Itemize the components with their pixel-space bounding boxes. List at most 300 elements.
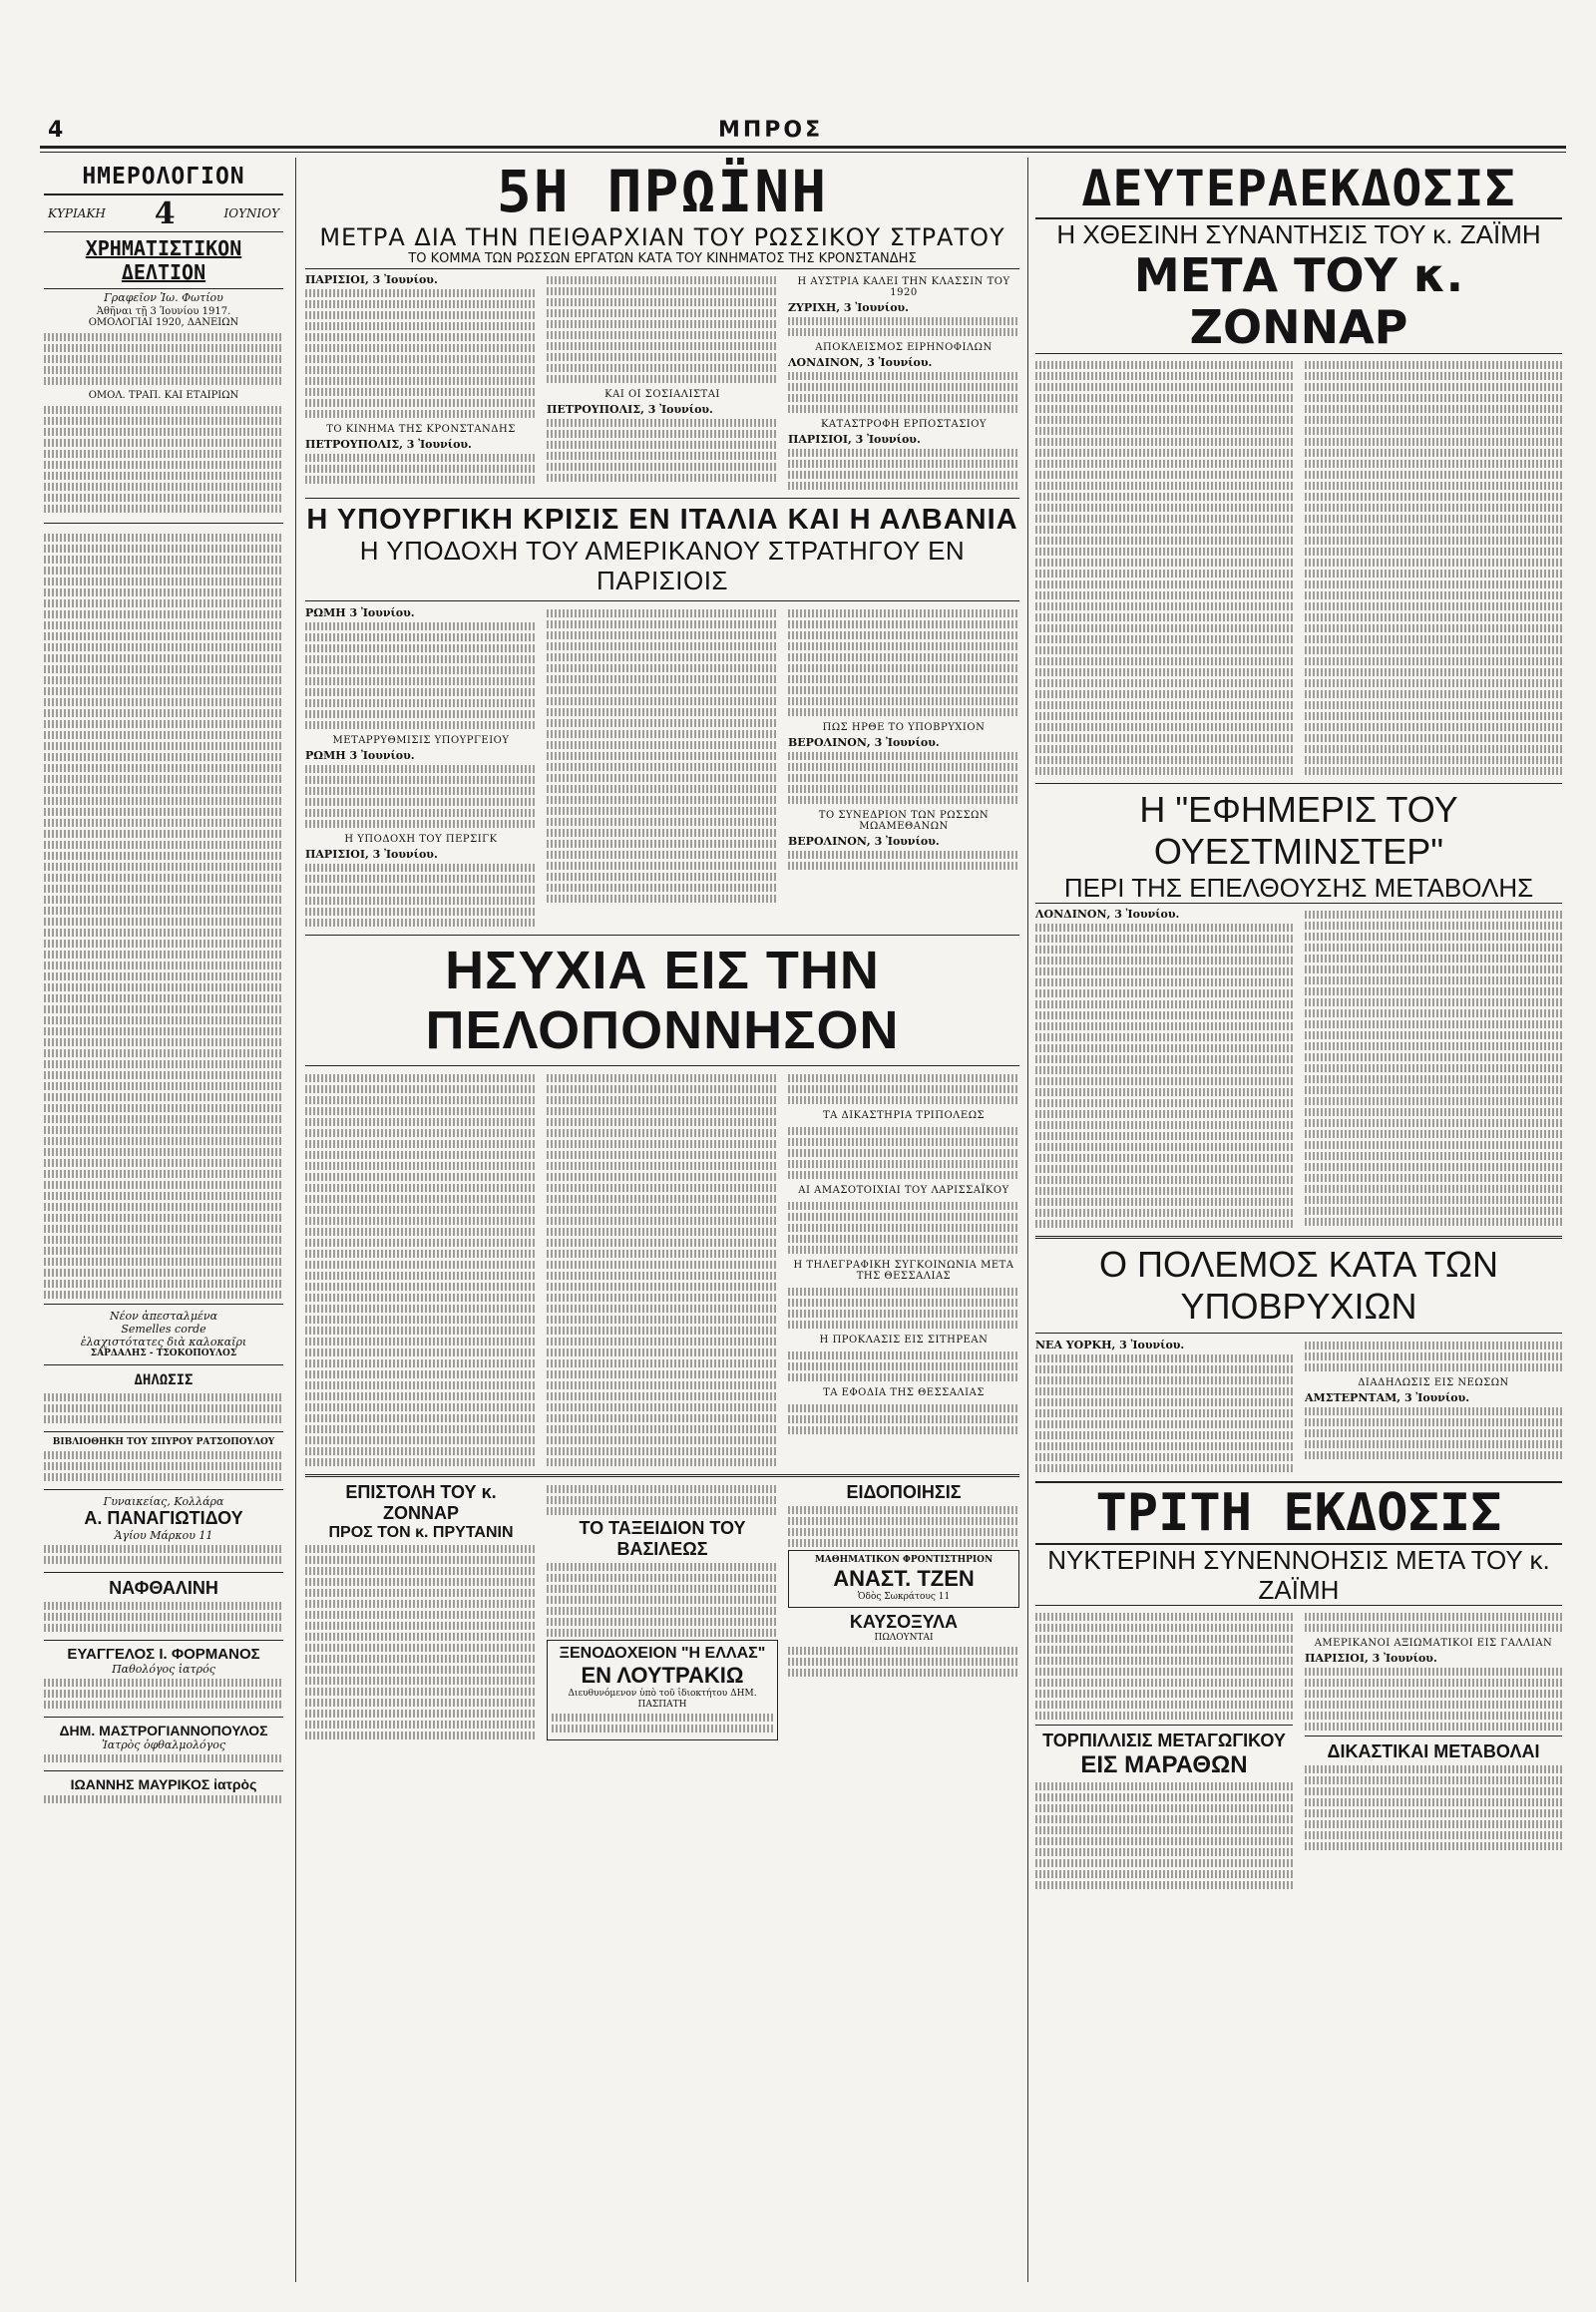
text-line — [547, 1118, 778, 1126]
text-line — [547, 1261, 778, 1269]
text-line — [305, 1096, 537, 1104]
text-line — [1035, 1690, 1293, 1698]
text-line — [1035, 1859, 1293, 1867]
ad-formanos — [44, 1640, 283, 1717]
zaimis-meeting-headline: Η ΧΘΕΣΙΝΗ ΣΥΝΑΝΤΗΣΙΣ ΤΟΥ κ. ΖΑΪΜΗ — [1056, 219, 1541, 249]
text-line — [1305, 1613, 1562, 1621]
dateline: ΠΑΡΙΣΙΟΙ, 3 Ἰουνίου. — [305, 273, 438, 286]
text-line — [305, 1162, 537, 1170]
text-line — [1035, 1442, 1293, 1450]
calendar-date — [44, 195, 283, 232]
text-line — [44, 632, 283, 640]
text-line — [44, 1038, 283, 1046]
text-line — [1035, 1409, 1293, 1417]
text-line — [547, 653, 778, 661]
text-line — [788, 609, 1019, 617]
dateline: ΡΩΜΗ 3 Ἰουνίου. — [305, 606, 415, 619]
text-line — [44, 1247, 283, 1255]
text-line — [1035, 1624, 1293, 1632]
ad-firm: ΣΑΡΔΑΛΗΣ - ΤΣΟΚΟΠΟΥΛΟΣ — [90, 1349, 237, 1358]
text-line — [305, 776, 537, 784]
text-line — [44, 1795, 283, 1803]
text-line — [1035, 602, 1293, 610]
text-line — [1035, 580, 1293, 588]
text-line — [1035, 526, 1293, 534]
text-line — [44, 1624, 283, 1632]
ad-name: ΙΩΑΝΝΗΣ ΜΑΥΡΙΚΟΣ ἰατρὸς — [70, 1776, 257, 1792]
text-line — [44, 578, 283, 585]
text-line — [44, 654, 283, 662]
text-line — [547, 1629, 778, 1637]
text-line — [44, 1258, 283, 1266]
text-line — [1035, 427, 1293, 435]
russian-workers-subheadline: ΤΟ ΚΟΜΜΑ ΤΩΝ ΡΩΣΣΩΝ ΕΡΓΑΤΩΝ ΚΑΤΑ ΤΟΥ ΚΙΝΗΜΑΤΟΣ ΤΗΣ ΚΡΟΝΣΤΑΝΔΗΣ — [305, 251, 1019, 269]
text-line — [547, 1574, 778, 1582]
text-line — [547, 1140, 778, 1148]
ad-title: ΒΙΒΛΙΟΘΗΚΗ ΤΟΥ ΣΠΥΡΟΥ ΡΑΤΣΟΠΟΥΛΟΥ — [52, 1437, 275, 1447]
divider — [305, 600, 1019, 601]
text-line — [44, 797, 283, 805]
text-line — [44, 1159, 283, 1167]
text-line — [1305, 361, 1562, 369]
text-line — [305, 765, 537, 773]
text-line — [305, 1567, 537, 1575]
text-line — [44, 742, 283, 750]
text-line — [788, 1373, 1019, 1381]
text-line — [547, 1403, 778, 1411]
text-line — [1035, 1066, 1293, 1074]
text-line — [547, 309, 778, 317]
text-line — [547, 1162, 778, 1170]
text-line — [305, 875, 537, 883]
text-line — [1035, 1453, 1293, 1461]
text-line — [44, 1613, 283, 1621]
text-line — [547, 873, 778, 881]
text-line — [305, 410, 537, 418]
text-line — [44, 1137, 283, 1145]
dateline: ΒΕΡΟΛΙΝΟΝ, 3 Ἰουνίου. — [788, 835, 940, 848]
text-line — [305, 1381, 537, 1389]
text-line — [44, 1104, 283, 1112]
letter-title: ΕΠΙΣΤΟΛΗ ΤΟΥ κ. ΖΟΝΝΑΡ — [345, 1482, 497, 1523]
text-line — [305, 1129, 537, 1137]
text-line — [1305, 416, 1562, 424]
text-line — [44, 1754, 283, 1762]
text-line — [44, 918, 283, 926]
text-line — [788, 1202, 1019, 1210]
text-line — [44, 962, 283, 969]
text-line — [547, 1195, 778, 1203]
text-line — [44, 698, 283, 706]
text-line — [44, 885, 283, 893]
ad-line: ἐλαχιστότατες διὰ καλοκαῖρι — [80, 1336, 247, 1349]
text-line — [788, 1351, 1019, 1359]
text-line — [1305, 657, 1562, 665]
text-line — [44, 841, 283, 849]
text-line — [305, 1436, 537, 1444]
text-line — [44, 863, 283, 871]
text-line — [305, 908, 537, 916]
text-line — [1305, 1207, 1562, 1215]
text-line — [1305, 1064, 1562, 1072]
text-line — [547, 1107, 778, 1115]
text-line — [1305, 987, 1562, 995]
text-line — [1305, 624, 1562, 632]
text-line — [1035, 1646, 1293, 1654]
text-line — [547, 642, 778, 650]
text-line — [788, 1074, 1019, 1082]
text-line — [547, 631, 778, 639]
text-line — [305, 300, 537, 308]
text-line — [305, 399, 537, 407]
text-line — [44, 621, 283, 629]
text-line — [788, 653, 1019, 661]
text-line — [788, 383, 1019, 391]
text-line — [44, 1148, 283, 1156]
text-line — [1035, 1011, 1293, 1019]
text-line — [44, 1126, 283, 1134]
section-title: ΑΙ ΑΜΑΣΟΤΟΙΧΙΑΙ ΤΟΥ ΛΑΡΙΣΣΑΪΚΟΥ — [798, 1185, 1009, 1196]
ad-title: ΔΗΛΩΣΙΣ — [134, 1372, 194, 1388]
text-line — [305, 1107, 537, 1115]
math-title: ΜΑΘΗΜΑΤΙΚΟΝ ΦΡΟΝΤΙΣΤΗΡΙΟΝ — [814, 1555, 994, 1565]
right-column — [1035, 160, 1562, 1892]
text-line — [547, 675, 778, 683]
text-line — [1035, 1464, 1293, 1472]
financial-quotes-banks — [44, 401, 283, 518]
text-line — [1035, 723, 1293, 731]
submarine-news-block — [1035, 1339, 1562, 1475]
text-line — [44, 709, 283, 717]
text-line — [788, 851, 1019, 859]
text-line — [305, 1403, 537, 1411]
text-column — [1035, 1610, 1293, 1892]
text-line — [1035, 1209, 1293, 1217]
masthead — [0, 0, 1596, 160]
text-line — [44, 1451, 283, 1459]
text-line — [1305, 1701, 1562, 1709]
text-line — [1305, 745, 1562, 753]
text-line — [1035, 967, 1293, 975]
divider — [305, 1474, 1019, 1477]
text-line — [1305, 613, 1562, 621]
text-line — [547, 474, 778, 482]
text-line — [547, 851, 778, 859]
text-line — [1035, 712, 1293, 720]
text-line — [305, 644, 537, 652]
text-line — [44, 819, 283, 827]
text-line — [44, 786, 283, 794]
westminster-subheadline: ΠΕΡΙ ΤΗΣ ΕΠΕΛΘΟΥΣΗΣ ΜΕΤΑΒΟΛΗΣ — [1035, 873, 1562, 904]
text-line — [305, 1074, 537, 1082]
text-line — [1305, 911, 1562, 919]
pershing-headline: Η ΥΠΟΔΟΧΗ ΤΟΥ ΑΜΕΡΙΚΑΝΟΥ ΣΤΡΑΤΗΓΟΥ ΕΝ ΠΑΡΙΣΙΟΙΣ — [359, 536, 966, 595]
text-line — [305, 1688, 537, 1696]
financial-section-banks: ΟΜΟΛ. ΤΡΑΠ. ΚΑΙ ΕΤΑΙΡΙΩΝ — [88, 390, 239, 401]
dateline: ΛΟΝΔΙΝΟΝ, 3 Ἰουνίου. — [1035, 908, 1180, 921]
text-line — [788, 405, 1019, 413]
text-line — [44, 1203, 283, 1211]
text-line — [44, 545, 283, 553]
text-line — [1035, 1837, 1293, 1845]
text-line — [305, 1556, 537, 1564]
letter-subtitle: ΠΡΟΣ ΤΟΝ κ. ΠΡΥΤΑΝΙΝ — [328, 1524, 514, 1541]
text-line — [44, 1027, 283, 1035]
text-line — [44, 720, 283, 728]
text-line — [1305, 679, 1562, 687]
text-line — [547, 1085, 778, 1093]
text-line — [44, 1049, 283, 1057]
text-line — [788, 1517, 1019, 1525]
text-line — [44, 1093, 283, 1101]
text-line — [1035, 1099, 1293, 1107]
text-line — [547, 1074, 778, 1082]
text-line — [547, 1184, 778, 1192]
text-line — [788, 1506, 1019, 1514]
text-line — [1035, 1376, 1293, 1384]
text-line — [44, 731, 283, 739]
text-line — [1035, 438, 1293, 446]
text-line — [305, 1359, 537, 1367]
text-line — [1035, 537, 1293, 545]
text-line — [547, 1585, 778, 1593]
text-line — [305, 366, 537, 374]
text-line — [305, 1239, 537, 1247]
text-line — [44, 1404, 283, 1412]
text-line — [1305, 1130, 1562, 1138]
text-line — [547, 1283, 778, 1291]
text-line — [547, 1381, 778, 1389]
text-line — [1035, 1033, 1293, 1041]
text-line — [1305, 701, 1562, 709]
text-line — [1035, 1387, 1293, 1395]
middle-column — [305, 160, 1019, 1742]
third-edition-title: ΤΡΙΤΗ ΕΚΔΟΣΙΣ — [1035, 1481, 1562, 1545]
text-line — [1305, 635, 1562, 643]
text-line — [1305, 1820, 1562, 1828]
torpedo-title: ΤΟΡΠΙΛΛΙΣΙΣ ΜΕΤΑΓΩΓΙΚΟΥ — [1042, 1731, 1286, 1750]
text-line — [1035, 570, 1293, 578]
text-line — [1305, 767, 1562, 775]
text-column — [305, 273, 537, 493]
text-line — [547, 1425, 778, 1433]
text-line — [305, 1622, 537, 1630]
text-line — [305, 1677, 537, 1685]
text-line — [305, 655, 537, 663]
divider — [305, 498, 1019, 499]
text-line — [1035, 1804, 1293, 1812]
russia-news-block — [305, 273, 1019, 493]
text-line — [1305, 734, 1562, 742]
text-line — [788, 631, 1019, 639]
text-line — [788, 394, 1019, 402]
text-line — [547, 463, 778, 471]
page-number: 4 — [48, 118, 64, 143]
text-line — [1305, 1075, 1562, 1083]
text-line — [788, 796, 1019, 804]
text-line — [788, 1224, 1019, 1232]
text-line — [44, 1269, 283, 1277]
text-line — [788, 1149, 1019, 1157]
text-line — [788, 1658, 1019, 1666]
text-line — [788, 664, 1019, 672]
ad-panagiotidou — [44, 1489, 283, 1572]
text-line — [547, 1359, 778, 1367]
text-column — [547, 606, 778, 930]
text-line — [1035, 1022, 1293, 1030]
text-line — [1305, 372, 1562, 380]
text-line — [305, 1425, 537, 1433]
text-line — [305, 476, 537, 484]
text-line — [1305, 504, 1562, 512]
text-line — [547, 818, 778, 826]
text-line — [788, 1647, 1019, 1655]
text-line — [1035, 383, 1293, 391]
text-line — [1035, 1635, 1293, 1643]
math-school-ad — [788, 1550, 1019, 1608]
text-line — [44, 1690, 283, 1698]
text-line — [547, 741, 778, 749]
ad-title: ΝΑΦΘΑΛΙΝΗ — [109, 1578, 218, 1598]
text-line — [305, 454, 537, 462]
text-line — [1305, 933, 1562, 941]
ad-line: Semelles corde — [121, 1323, 206, 1336]
text-line — [305, 1217, 537, 1225]
text-line — [1035, 591, 1293, 599]
text-line — [305, 820, 537, 828]
text-line — [788, 774, 1019, 782]
text-line — [305, 1272, 537, 1280]
text-line — [788, 471, 1019, 479]
text-line — [547, 1239, 778, 1247]
text-line — [547, 1447, 778, 1455]
text-line — [788, 862, 1019, 870]
text-line — [1035, 745, 1293, 753]
text-line — [305, 1699, 537, 1707]
text-line — [305, 355, 537, 363]
text-line — [44, 1016, 283, 1024]
text-line — [1035, 756, 1293, 764]
jonnart-news-block — [1035, 358, 1562, 778]
dateline: ΠΑΡΙΣΙΟΙ, 3 Ἰουνίου. — [305, 848, 438, 861]
dateline: ΒΕΡΟΛΙΝΟΝ, 3 Ἰουνίου. — [788, 736, 940, 749]
text-line — [1305, 1809, 1562, 1817]
text-line — [788, 1171, 1019, 1179]
financial-quotes-loans — [44, 328, 283, 390]
text-column — [547, 273, 778, 493]
divider — [305, 1065, 1019, 1066]
top-rule-thin — [40, 152, 1566, 153]
text-line — [305, 1414, 537, 1422]
text-line — [305, 1644, 537, 1652]
text-line — [305, 1206, 537, 1214]
text-line — [547, 1096, 778, 1104]
text-line — [547, 1217, 778, 1225]
text-line — [1305, 756, 1562, 764]
text-line — [788, 1235, 1019, 1243]
section-title: ΜΕΤΑΡΡΥΘΜΙΣΙΣ ΥΠΟΥΡΓΕΙΟΥ — [332, 735, 510, 746]
text-line — [1305, 482, 1562, 490]
text-line — [305, 377, 537, 385]
text-line — [788, 449, 1019, 457]
text-line — [305, 289, 537, 297]
text-column — [305, 1482, 537, 1742]
text-line — [1035, 504, 1293, 512]
text-line — [1305, 383, 1562, 391]
text-line — [1035, 1431, 1293, 1439]
text-line — [1035, 1176, 1293, 1184]
text-line — [1035, 1365, 1293, 1373]
text-line — [305, 1578, 537, 1586]
dateline: ΠΑΡΙΣΙΟΙ, 3 Ἰουνίου. — [1305, 1652, 1437, 1665]
text-line — [1305, 1723, 1562, 1731]
day-number: 4 — [154, 195, 176, 231]
text-line — [305, 864, 537, 872]
text-line — [44, 610, 283, 618]
section-title: Η ΤΗΛΕΓΡΑΦΙΚΗ ΣΥΓΚΟΙΝΩΝΙΑ ΜΕΤΑ ΤΗΣ ΘΕΣΣΑΛΙΑΣ — [793, 1260, 1014, 1282]
text-line — [547, 1414, 778, 1422]
text-line — [44, 874, 283, 882]
text-line — [1305, 922, 1562, 930]
night-talks-headline: ΝΥΚΤΕΡΙΝΗ ΣΥΝΕΝΝΟΗΣΙΣ ΜΕΤΑ ΤΟΥ κ. ΖΑΪΜΗ — [1035, 1545, 1562, 1606]
text-column — [788, 273, 1019, 493]
text-line — [44, 1556, 283, 1564]
text-line — [1035, 701, 1293, 709]
text-line — [1035, 1881, 1293, 1889]
text-line — [547, 1485, 778, 1493]
text-line — [44, 1071, 283, 1079]
text-line — [305, 311, 537, 319]
text-line — [1305, 394, 1562, 402]
text-line — [44, 830, 283, 838]
text-line — [305, 1458, 537, 1466]
text-line — [788, 1299, 1019, 1307]
text-line — [1305, 1152, 1562, 1160]
text-line — [547, 1173, 778, 1181]
text-line — [305, 1118, 537, 1126]
text-line — [547, 730, 778, 738]
text-line — [547, 752, 778, 760]
dateline: ΖΥΡΙΧΗ, 3 Ἰουνίου. — [788, 301, 910, 314]
text-line — [44, 483, 283, 491]
text-line — [305, 677, 537, 685]
text-line — [305, 1151, 537, 1159]
section-title: ΚΑΤΑΣΤΡΟΦΗ ΕΡΠΟΣΤΑΣΙΟΥ — [820, 419, 988, 430]
text-line — [44, 450, 283, 458]
text-line — [788, 752, 1019, 760]
text-line — [1305, 690, 1562, 698]
text-line — [44, 951, 283, 959]
ad-semelles — [44, 1304, 283, 1364]
text-line — [1035, 1815, 1293, 1823]
text-line — [44, 1393, 283, 1401]
text-line — [547, 862, 778, 870]
text-line — [305, 1732, 537, 1739]
ad-line: Νέον ἀπεσταλμένα — [109, 1310, 218, 1323]
paper-name: ΜΠΡΟΣ — [718, 118, 824, 143]
text-line — [44, 1225, 283, 1233]
text-line — [1305, 1342, 1562, 1349]
math-name: ΑΝΑΣΤ. ΤΖΕΝ — [833, 1566, 975, 1591]
text-line — [788, 675, 1019, 683]
text-line — [547, 697, 778, 705]
text-line — [547, 1327, 778, 1335]
text-line — [44, 665, 283, 673]
text-line — [44, 534, 283, 542]
text-line — [547, 829, 778, 837]
text-line — [788, 642, 1019, 650]
text-line — [547, 1250, 778, 1258]
